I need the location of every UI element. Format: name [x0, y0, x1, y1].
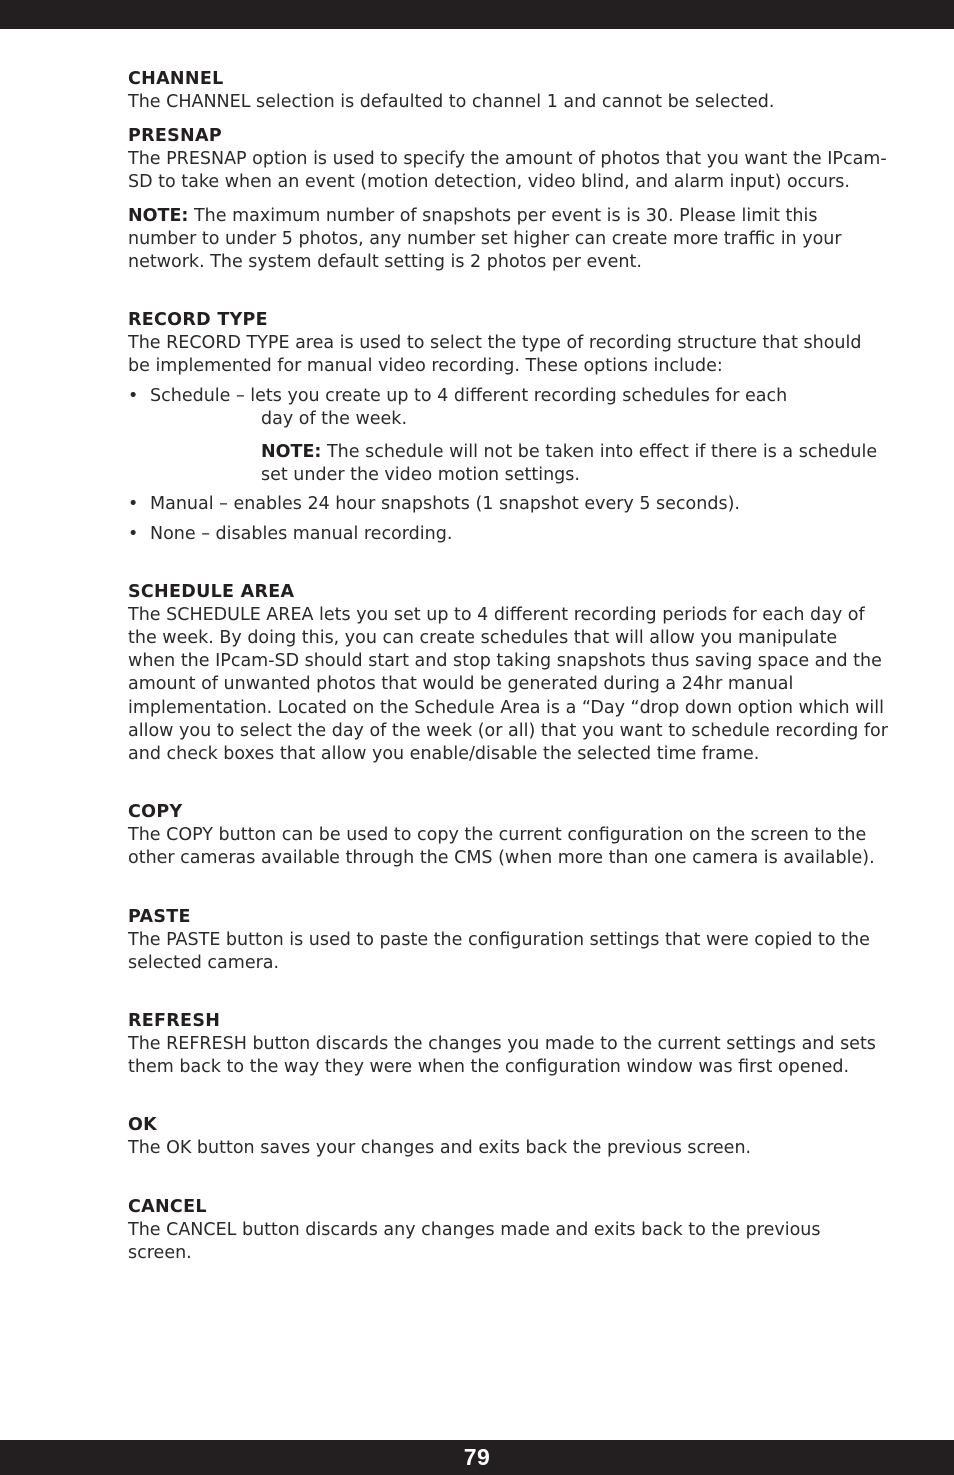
- ok-heading: OK: [128, 1115, 158, 1136]
- schedule-note-text: The schedule will not be taken into effect if there is a schedule set under the video motion settings.: [261, 442, 878, 486]
- section-refresh: [128, 1009, 888, 1079]
- option-manual: [128, 493, 888, 516]
- option-none: [128, 523, 888, 546]
- section-cancel: [128, 1195, 888, 1265]
- footer-bar: [0, 1440, 954, 1475]
- presnap-note-label: NOTE:: [128, 205, 189, 226]
- section-ok: [128, 1113, 888, 1160]
- bullet-icon: •: [128, 523, 139, 544]
- option-schedule: [128, 385, 888, 488]
- option-none-text: None – disables manual recording.: [150, 523, 453, 544]
- ok-body: The OK button saves your changes and exits back the previous screen.: [128, 1138, 752, 1159]
- section-schedule-area: [128, 580, 888, 766]
- cancel-heading: CANCEL: [128, 1196, 207, 1217]
- channel-body: The CHANNEL selection is defaulted to channel 1 and cannot be selected.: [128, 92, 775, 112]
- section-presnap: [128, 124, 888, 274]
- paste-body: The PASTE button is used to paste the configuration settings that were copied to the selected camera.: [128, 929, 870, 973]
- presnap-body: The PRESNAP option is used to specify the amount of photos that you want the IPcam-SD to take when an event (motion detection, video blind, and alarm input) occurs.: [128, 149, 887, 193]
- page-number: 79: [463, 1444, 491, 1470]
- section-paste: [128, 905, 888, 975]
- copy-body: The COPY button can be used to copy the current configuration on the screen to the other cameras available through the CMS (when more than one camera is available).: [128, 825, 875, 869]
- schedule-note-label: NOTE:: [261, 442, 322, 463]
- header-bar: [0, 0, 954, 29]
- cancel-body: The CANCEL button discards any changes made and exits back to the previous screen.: [128, 1219, 821, 1263]
- section-record-type: [128, 308, 888, 546]
- record-type-body: The RECORD TYPE area is used to select the type of recording structure that should be implemented for manual video recording. These options include:: [128, 333, 862, 377]
- bullet-icon: •: [128, 494, 139, 515]
- section-channel: [128, 67, 888, 114]
- page-content: [128, 67, 888, 1299]
- presnap-note-text: The maximum number of snapshots per event is is 30. Please limit this number to under 5 photos, any number set higher can create more traffic in your network. The system default setting is 2 photos per event.: [128, 205, 842, 273]
- presnap-heading: PRESNAP: [128, 126, 222, 147]
- record-type-heading: RECORD TYPE: [128, 310, 268, 331]
- presnap-note: [128, 205, 888, 275]
- paste-heading: PASTE: [128, 906, 191, 927]
- refresh-heading: REFRESH: [128, 1011, 221, 1032]
- record-type-options: [128, 385, 888, 546]
- option-manual-text: Manual – enables 24 hour snapshots (1 snapshot every 5 seconds).: [150, 494, 740, 515]
- option-schedule-text: Schedule – lets you create up to 4 different recording schedules for each: [150, 385, 788, 406]
- schedule-note: [150, 441, 888, 487]
- copy-heading: COPY: [128, 802, 183, 823]
- option-schedule-text-cont: day of the week.: [261, 408, 408, 429]
- channel-heading: CHANNEL: [128, 69, 224, 89]
- schedule-area-heading: SCHEDULE AREA: [128, 581, 295, 602]
- bullet-icon: •: [128, 385, 139, 406]
- refresh-body: The REFRESH button discards the changes you made to the current settings and sets them back to the way they were when the configuration window was first opened.: [128, 1034, 876, 1078]
- section-copy: [128, 800, 888, 870]
- schedule-area-body: The SCHEDULE AREA lets you set up to 4 different recording periods for each day of the week. By doing this, you can create schedules that will allow you manipulate when the IPcam-SD should start and stop taking snapshots thus saving space and the amount of unwanted photos that would be generated during a 24hr manual implementation. Located on the Schedule Area is a “Day “drop down option which will allow you to select the day of the week (or all) that you want to schedule recording for and check boxes that allow you enable/disable the selected time frame.: [128, 604, 888, 765]
